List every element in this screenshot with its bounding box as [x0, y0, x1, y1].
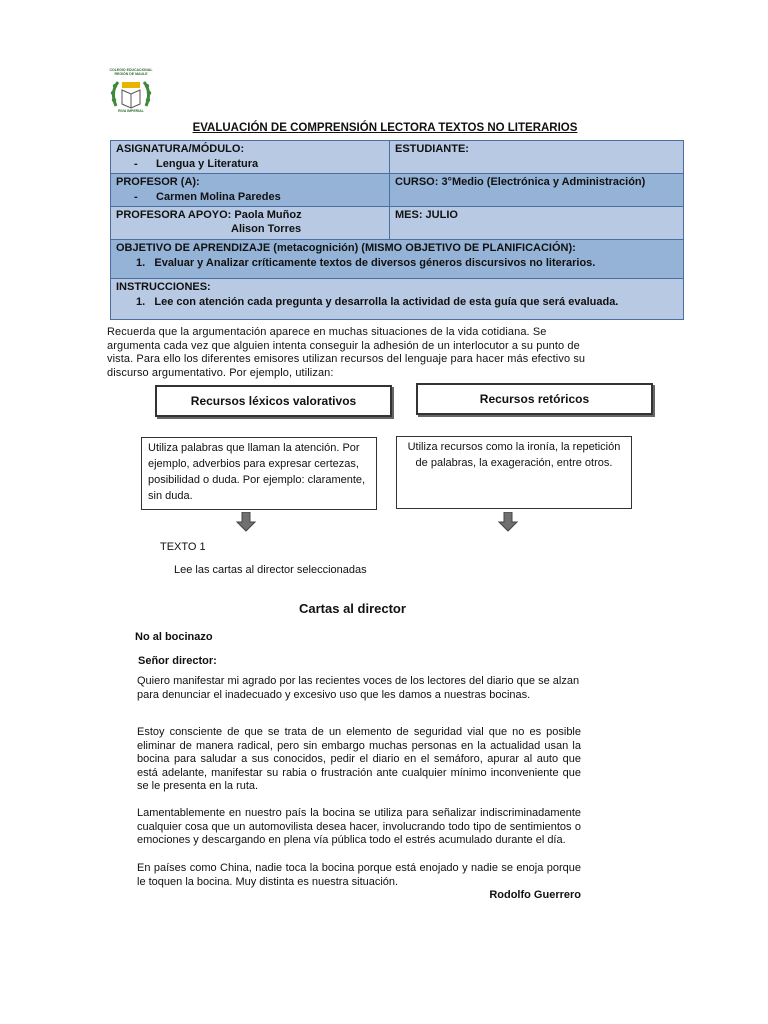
page-title: EVALUACIÓN DE COMPRENSIÓN LECTORA TEXTOS NO LITERARIOS: [192, 122, 578, 134]
carta-paragraph-2: Estoy consciente de que se trata de un elemento de seguridad vial que no es posible eliminar de manera radical, pero sin embargo muchas personas en la actualidad usan la bocina para saludar a sus conocidos, pedir el diario en el semáforo, apurar al auto que está adelante, manifestar su rabia o frustración ante cualquier mínimo inconveniente que se le presenta en la ruta.: [137, 726, 581, 792]
objetivo-label: OBJETIVO DE APRENDIZAJE (metacognición) (MISMO OBJETIVO DE PLANIFICACIÓN):: [116, 242, 576, 254]
table-row: [111, 141, 684, 174]
estudiante-cell: [390, 141, 684, 174]
texto-1-label: TEXTO 1: [160, 541, 206, 553]
profesora-apoyo-2-text: Alison Torres: [231, 223, 302, 235]
mes-cell: [390, 207, 684, 240]
table-row: [111, 207, 684, 240]
curso-cell: [390, 174, 684, 207]
cartas-title: Cartas al director: [299, 601, 406, 616]
asignatura-label: ASIGNATURA/MÓDULO:: [116, 143, 245, 155]
instrucciones-cell: [111, 279, 684, 320]
arrow-down-icon: [236, 512, 256, 532]
instrucciones-label: INSTRUCCIONES:: [116, 281, 211, 293]
profesor-cell: [111, 174, 390, 207]
info-table: [110, 140, 684, 320]
item-number: 1.: [136, 296, 146, 308]
recursos-lexicos-title: Recursos léxicos valorativos: [155, 385, 392, 417]
arrow-down-icon: [498, 512, 518, 532]
objetivo-item: [116, 257, 678, 269]
curso-text: CURSO: 3°Medio (Electrónica y Administración): [395, 176, 646, 188]
asignatura-value: [116, 158, 384, 170]
carta-salutation: Señor director:: [138, 655, 217, 667]
profesor-value: [116, 191, 384, 203]
carta-paragraph-3: Lamentablemente en nuestro país la bocina se utiliza para señalizar indiscriminadamente cualquier cosa que un automovilista desea hacer, involucrando todo tipo de sentimientos o emociones y descargando en plena vía pública todo el estrés acumulado durante el día.: [137, 807, 581, 846]
instrucciones-item-text: Lee con atención cada pregunta y desarrolla la actividad de esta guía que será evaluada.: [154, 296, 619, 308]
instrucciones-item: [116, 296, 678, 308]
estudiante-label: ESTUDIANTE:: [395, 143, 469, 155]
profesora-apoyo-cell: [111, 207, 390, 240]
recursos-retoricos-title: Recursos retóricos: [416, 383, 653, 415]
asignatura-cell: [111, 141, 390, 174]
bullet: -: [134, 191, 138, 203]
objetivo-cell: [111, 240, 684, 279]
objetivo-item-text: Evaluar y Analizar críticamente textos de diversos géneros discursivos no literarios.: [154, 257, 596, 269]
carta-paragraph-1: Quiero manifestar mi agrado por las recientes voces de los lectores del diario que se alzan para denunciar el inadecuado y excesivo uso que les damos a nuestras bocinas.: [137, 675, 580, 701]
profesora-apoyo-text: PROFESORA APOYO: Paola Muñoz: [116, 209, 302, 221]
item-number: 1.: [136, 257, 146, 269]
mes-text: MES: JULIO: [395, 209, 458, 221]
table-row: [111, 240, 684, 279]
instruction-lee: Lee las cartas al director seleccionadas: [174, 564, 367, 576]
profesor-value-text: Carmen Molina Paredes: [156, 191, 281, 203]
recursos-lexicos-desc: Utiliza palabras que llaman la atención. Por ejemplo, adverbios para expresar certezas, posibilidad o duda. Por ejemplo: claramente, sin duda.: [141, 437, 377, 510]
intro-paragraph: Recuerda que la argumentación aparece en muchas situaciones de la vida cotidiana. Se argumenta cada vez que alguien intenta conseguir la adhesión de un interlocutor a su punto de vista. Para ello los diferentes emisores utilizan recursos del lenguaje para hacer más efectivo su discurso argumentativo. Por ejemplo, utilizan:: [107, 326, 586, 379]
carta-signature: Rodolfo Guerrero: [489, 889, 581, 901]
bullet: -: [134, 158, 138, 170]
logo-bottom-text: RIVA IMPERIAL: [118, 109, 144, 113]
asignatura-value-text: Lengua y Literatura: [156, 158, 259, 170]
carta-paragraph-4: En países como China, nadie toca la bocina porque está enojado y nadie se enoja porque le toquen la bocina. Muy distinta es nuestra situación.: [137, 862, 581, 888]
school-logo: [106, 68, 156, 116]
recursos-retoricos-desc: Utiliza recursos como la ironía, la repetición de palabras, la exageración, entre otros.: [396, 436, 632, 509]
table-row: [111, 174, 684, 207]
logo-top-text: COLEGIO EDUCACIONAL REGIÓN DE MAULE: [109, 68, 153, 76]
table-row: [111, 279, 684, 320]
carta-heading: No al bocinazo: [135, 631, 213, 643]
profesor-label: PROFESOR (A):: [116, 176, 200, 188]
